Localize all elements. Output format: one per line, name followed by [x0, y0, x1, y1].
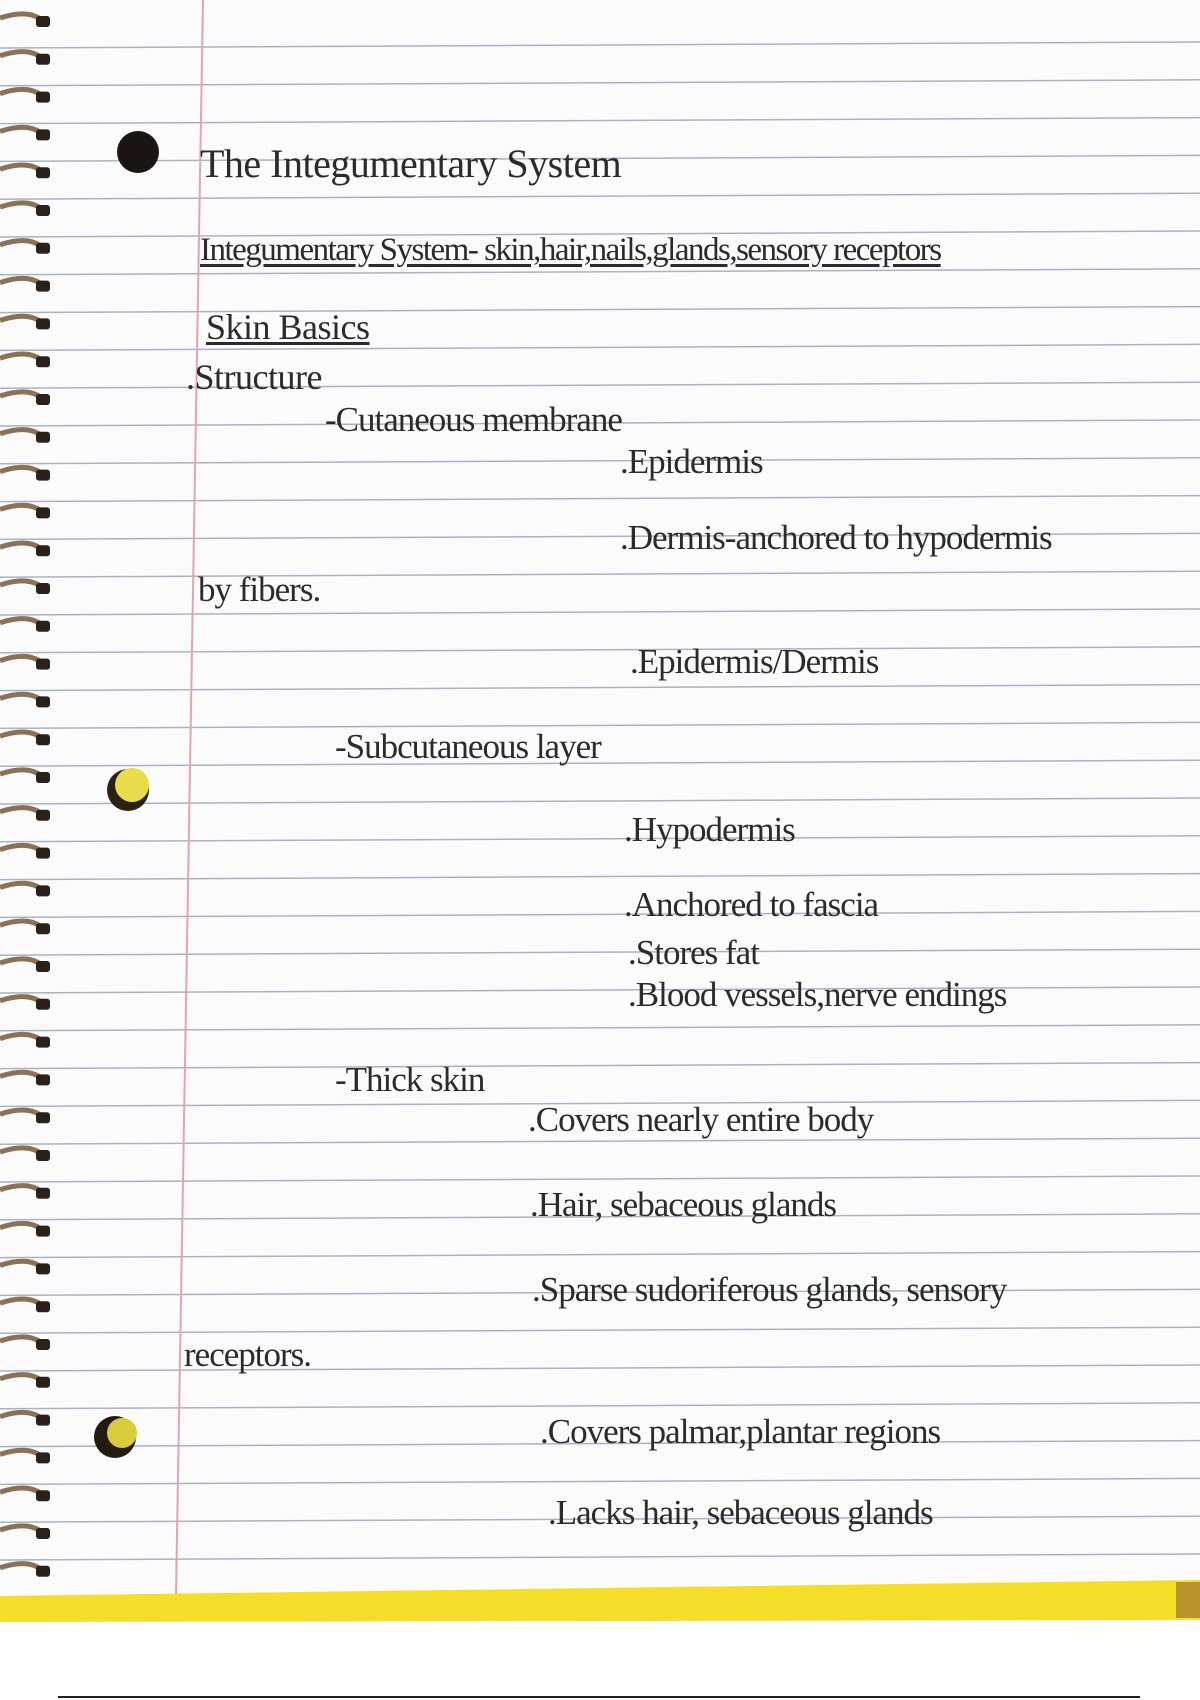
note-line: -Thick skin: [335, 1060, 485, 1099]
note-line: .Dermis-anchored to hypodermis: [620, 518, 1052, 557]
note-line: .Lacks hair, sebaceous glands: [548, 1493, 933, 1532]
note-line: .Hypodermis: [624, 810, 795, 849]
section-heading: Skin Basics: [206, 307, 370, 347]
note-line: .Epidermis: [620, 442, 763, 481]
note-line: .Hair, sebaceous glands: [530, 1185, 837, 1224]
note-line: .Epidermis/Dermis: [630, 642, 879, 681]
note-line: .Stores fat: [628, 933, 759, 972]
note-line: -Cutaneous membrane: [325, 400, 622, 439]
note-line: .Blood vessels,nerve endings: [628, 975, 1007, 1014]
punch-hole: [117, 131, 159, 173]
note-line: .Covers nearly entire body: [528, 1100, 874, 1139]
note-line: -Subcutaneous layer: [335, 727, 601, 766]
note-line: by fibers.: [198, 570, 321, 609]
definition-line: Integumentary System- skin,hair,nails,glands,sensory receptors: [200, 232, 941, 268]
note-line: .Anchored to fascia: [624, 885, 879, 924]
page-title: The Integumentary System: [200, 141, 622, 186]
structure-heading: .Structure: [186, 357, 322, 397]
note-line: .Sparse sudoriferous glands, sensory: [532, 1270, 1007, 1309]
note-line: receptors.: [184, 1335, 312, 1374]
note-line: .Covers palmar,plantar regions: [540, 1412, 941, 1451]
